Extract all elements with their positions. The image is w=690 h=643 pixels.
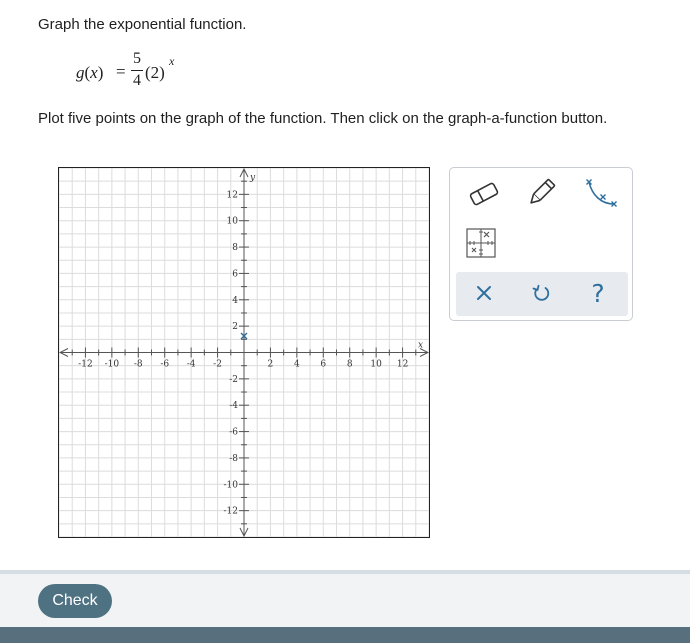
fraction-denominator: 4 xyxy=(133,72,141,89)
function-base: (2) xyxy=(145,63,165,82)
y-tick-label: 4 xyxy=(232,295,238,306)
close-icon xyxy=(474,282,494,304)
undo-icon xyxy=(530,282,552,304)
y-tick-label: 6 xyxy=(232,269,238,280)
graph-function-tool[interactable] xyxy=(583,176,619,210)
y-tick-label: -12 xyxy=(223,506,238,517)
equals-sign: = xyxy=(116,62,126,81)
function-formula xyxy=(76,50,216,94)
fraction-numerator: 5 xyxy=(133,50,141,67)
clear-button[interactable] xyxy=(470,282,498,306)
y-tick-label: 2 xyxy=(232,322,238,333)
y-tick-label: -6 xyxy=(229,427,238,438)
fraction-bar xyxy=(131,70,143,71)
x-tick-label: -6 xyxy=(160,359,170,370)
x-tick-label: 10 xyxy=(370,359,382,370)
graph-canvas[interactable] xyxy=(59,168,429,537)
y-tick-label: 12 xyxy=(226,190,238,201)
y-tick-label: -2 xyxy=(229,374,238,385)
pencil-icon xyxy=(526,177,556,209)
x-tick-label: 8 xyxy=(346,359,353,370)
y-tick-label: 10 xyxy=(226,216,238,227)
x-tick-label: -10 xyxy=(104,359,120,370)
eraser-icon xyxy=(468,180,500,208)
tool-panel xyxy=(449,167,633,321)
function-exponent: x xyxy=(169,54,175,68)
x-tick-label: -8 xyxy=(133,359,143,370)
x-axis-label: x xyxy=(418,340,424,351)
help-icon: ? xyxy=(591,279,605,308)
x-tick-label: 6 xyxy=(320,359,327,370)
points-grid-tool[interactable] xyxy=(466,228,496,258)
y-tick-label: -10 xyxy=(223,480,238,491)
fraction xyxy=(131,50,143,90)
y-axis-label: y xyxy=(250,173,256,183)
x-tick-label: 4 xyxy=(293,359,300,370)
y-tick-label: 8 xyxy=(232,243,238,254)
graph-function-icon xyxy=(583,176,619,210)
plot-instruction: Plot five points on the graph of the function. Then click on the graph-a-function button. xyxy=(38,110,608,127)
x-tick-label: -12 xyxy=(78,359,93,370)
check-button[interactable]: Check xyxy=(38,584,112,618)
undo-button[interactable] xyxy=(527,282,555,306)
tool-action-bar xyxy=(456,272,628,316)
y-tick-label: -8 xyxy=(229,453,238,464)
y-tick-label: -4 xyxy=(229,401,238,412)
question-title: Graph the exponential function. xyxy=(38,16,247,33)
x-tick-label: -2 xyxy=(213,359,222,370)
points-grid-icon xyxy=(466,228,496,258)
help-button[interactable] xyxy=(584,279,612,308)
bottom-bar xyxy=(0,627,690,643)
x-tick-label: 12 xyxy=(396,359,409,370)
graph-area[interactable] xyxy=(58,167,430,538)
function-name: g(x) xyxy=(76,63,104,82)
eraser-tool[interactable] xyxy=(468,180,500,208)
x-tick-label: 2 xyxy=(267,359,274,370)
pencil-tool[interactable] xyxy=(526,177,556,209)
x-tick-label: -4 xyxy=(186,359,196,370)
